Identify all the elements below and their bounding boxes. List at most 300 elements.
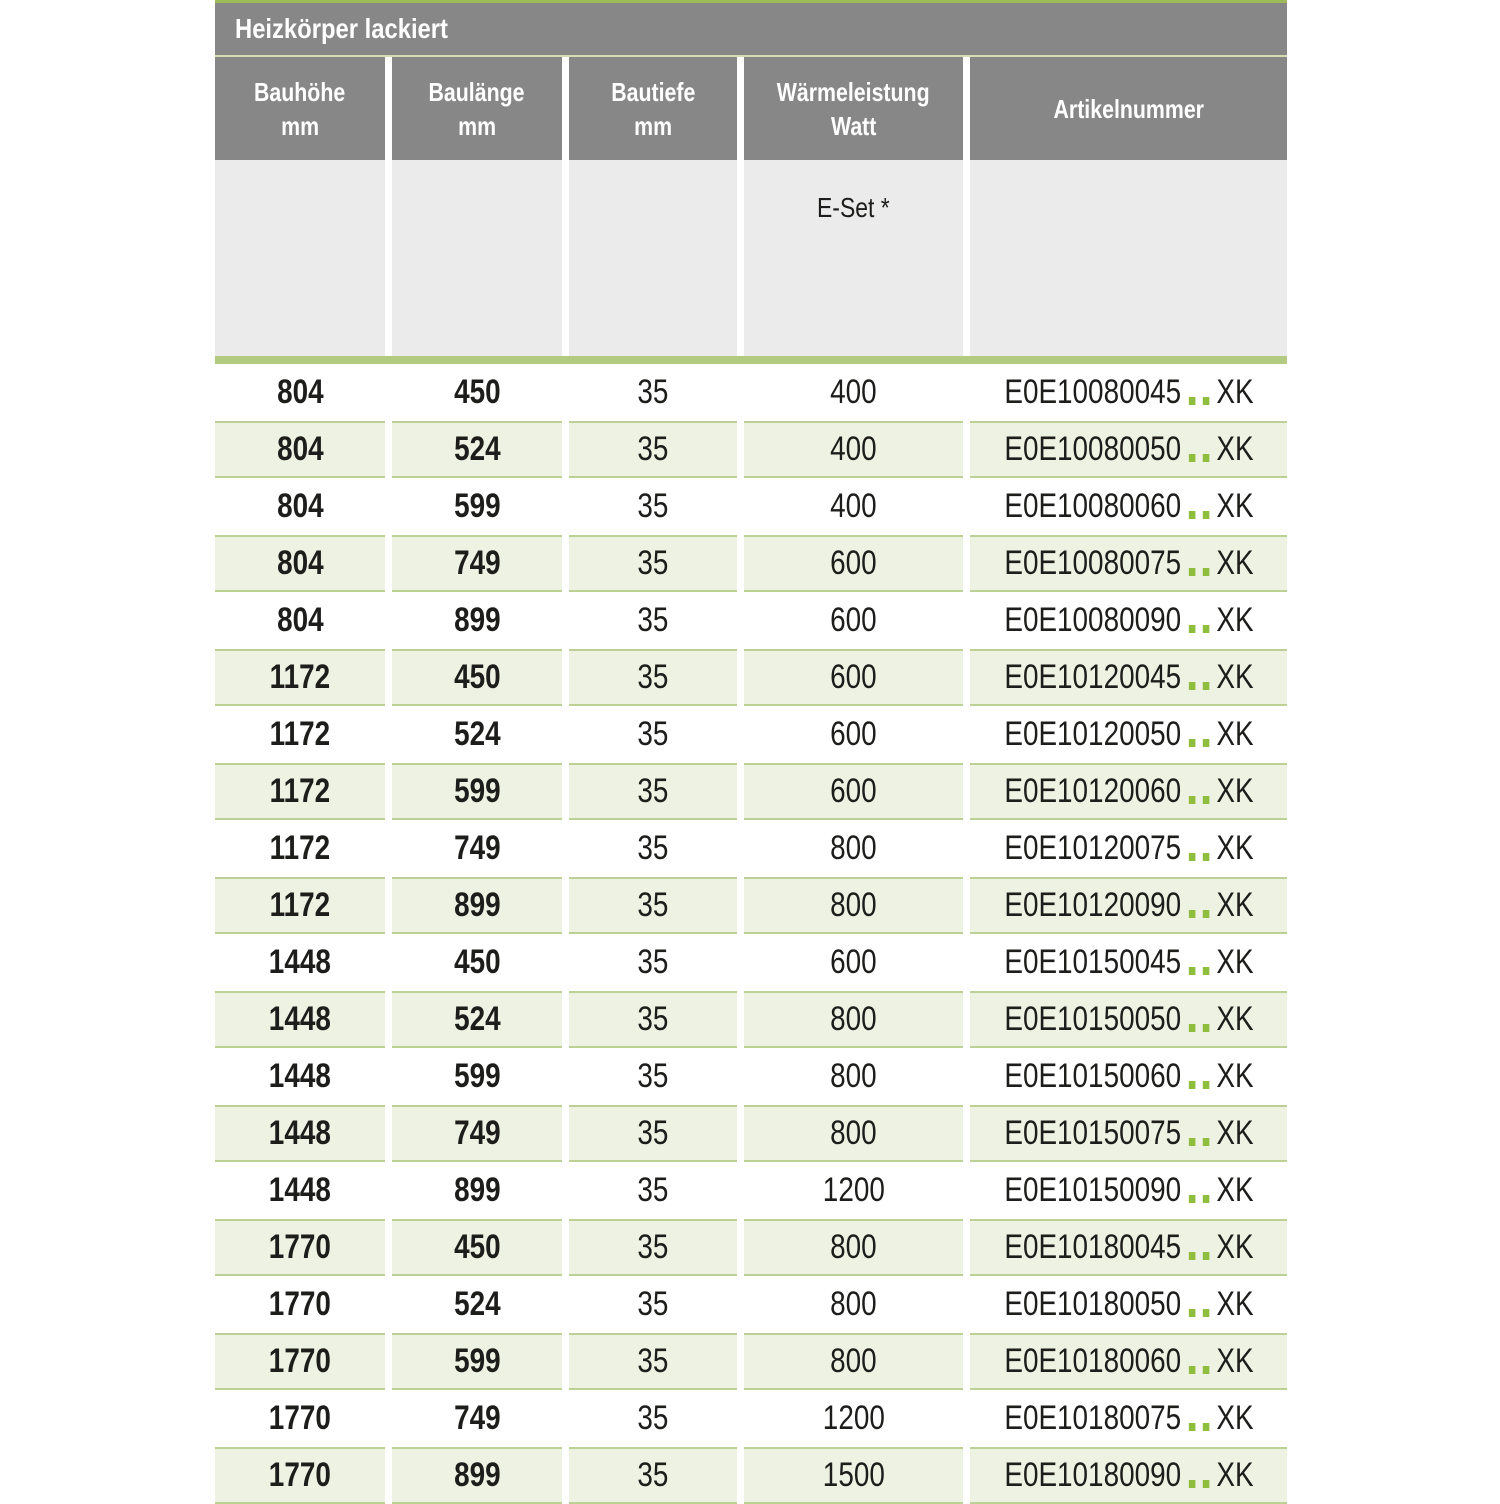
baulaenge-cell bbox=[392, 364, 562, 421]
baulaenge-value: 524 bbox=[453, 430, 501, 468]
bautiefe-cell bbox=[569, 991, 737, 1048]
bauhoehe-value: 1448 bbox=[268, 1057, 332, 1095]
baulaenge-cell bbox=[392, 1390, 562, 1447]
bauhoehe-cell bbox=[215, 820, 385, 877]
color-code-dot-icon bbox=[1202, 796, 1209, 804]
header-bauhoehe bbox=[215, 57, 385, 160]
subheader-baulaenge-cell bbox=[392, 160, 562, 356]
table-row bbox=[215, 706, 1287, 763]
baulaenge-value: 524 bbox=[453, 715, 501, 753]
table-row bbox=[215, 1390, 1287, 1447]
waermeleistung-value: 400 bbox=[830, 430, 877, 468]
bauhoehe-cell bbox=[215, 1048, 385, 1105]
baulaenge-value: 899 bbox=[453, 1456, 501, 1494]
bauhoehe-cell bbox=[215, 1390, 385, 1447]
waermeleistung-value: 600 bbox=[830, 658, 877, 696]
bautiefe-cell bbox=[569, 1447, 737, 1504]
artikelnummer-value bbox=[1004, 943, 1253, 982]
table-row bbox=[215, 592, 1287, 649]
bauhoehe-cell bbox=[215, 478, 385, 535]
artikelnummer-value bbox=[1004, 829, 1253, 868]
table-row bbox=[215, 1162, 1287, 1219]
subheader-artikelnummer-cell bbox=[970, 160, 1287, 356]
color-code-dot-icon bbox=[1188, 454, 1195, 462]
bautiefe-value: 35 bbox=[637, 601, 669, 639]
bautiefe-cell bbox=[569, 1162, 737, 1219]
subheader-eset-cell bbox=[744, 160, 963, 356]
color-code-dot-icon bbox=[1188, 910, 1195, 918]
artikelnummer-prefix: E0E10180060 bbox=[1003, 1342, 1181, 1380]
color-code-dot-icon bbox=[1188, 1024, 1195, 1032]
artikelnummer-suffix: XK bbox=[1215, 772, 1254, 810]
waermeleistung-cell bbox=[744, 1276, 963, 1333]
artikelnummer-suffix: XK bbox=[1215, 1456, 1254, 1494]
bautiefe-cell bbox=[569, 535, 737, 592]
bautiefe-value: 35 bbox=[637, 658, 669, 696]
subheader-bauhoehe-cell bbox=[215, 160, 385, 356]
bauhoehe-value: 1172 bbox=[269, 715, 331, 753]
artikelnummer-cell bbox=[970, 1162, 1287, 1219]
baulaenge-value: 599 bbox=[453, 487, 501, 525]
artikelnummer-prefix: E0E10150045 bbox=[1003, 943, 1181, 981]
baulaenge-value: 450 bbox=[453, 373, 501, 411]
color-code-dot-icon bbox=[1188, 796, 1195, 804]
artikelnummer-suffix: XK bbox=[1215, 1057, 1254, 1095]
waermeleistung-cell bbox=[744, 1048, 963, 1105]
waermeleistung-value: 800 bbox=[830, 1114, 877, 1152]
bauhoehe-value: 804 bbox=[276, 430, 324, 468]
baulaenge-cell bbox=[392, 1447, 562, 1504]
waermeleistung-value: 1200 bbox=[822, 1171, 885, 1209]
waermeleistung-value: 600 bbox=[830, 544, 877, 582]
baulaenge-value: 524 bbox=[453, 1000, 501, 1038]
table-row bbox=[215, 1276, 1287, 1333]
artikelnummer-cell bbox=[970, 364, 1287, 421]
bautiefe-value: 35 bbox=[637, 1456, 669, 1494]
waermeleistung-cell bbox=[744, 364, 963, 421]
artikelnummer-prefix: E0E10080050 bbox=[1003, 430, 1181, 468]
bautiefe-value: 35 bbox=[637, 886, 669, 924]
color-code-dot-icon bbox=[1202, 853, 1209, 861]
bautiefe-value: 35 bbox=[637, 1171, 669, 1209]
table-row bbox=[215, 478, 1287, 535]
table-row bbox=[215, 1105, 1287, 1162]
baulaenge-cell bbox=[392, 1333, 562, 1390]
waermeleistung-cell bbox=[744, 1162, 963, 1219]
waermeleistung-value: 800 bbox=[830, 1342, 877, 1380]
color-code-dot-icon bbox=[1188, 1195, 1195, 1203]
artikelnummer-prefix: E0E10180050 bbox=[1003, 1285, 1181, 1323]
color-code-dot-icon bbox=[1188, 967, 1195, 975]
artikelnummer-value bbox=[1004, 1228, 1253, 1267]
artikelnummer-suffix: XK bbox=[1215, 1000, 1254, 1038]
bautiefe-cell bbox=[569, 1105, 737, 1162]
bauhoehe-value: 804 bbox=[276, 544, 324, 582]
waermeleistung-cell bbox=[744, 1333, 963, 1390]
bautiefe-value: 35 bbox=[637, 1057, 669, 1095]
artikelnummer-prefix: E0E10080060 bbox=[1003, 487, 1181, 525]
color-code-dot-icon bbox=[1188, 682, 1195, 690]
bautiefe-value: 35 bbox=[637, 430, 669, 468]
baulaenge-cell bbox=[392, 1162, 562, 1219]
artikelnummer-cell bbox=[970, 820, 1287, 877]
baulaenge-cell bbox=[392, 820, 562, 877]
baulaenge-value: 450 bbox=[453, 1228, 501, 1266]
artikelnummer-cell bbox=[970, 1276, 1287, 1333]
color-code-dot-icon bbox=[1202, 910, 1209, 918]
color-code-dot-icon bbox=[1188, 1252, 1195, 1260]
header-waermeleistung-line1: Wärmeleistung bbox=[777, 76, 930, 107]
baulaenge-value: 749 bbox=[453, 1114, 501, 1152]
baulaenge-value: 450 bbox=[453, 658, 501, 696]
artikelnummer-cell bbox=[970, 934, 1287, 991]
bauhoehe-value: 1448 bbox=[268, 1171, 332, 1209]
baulaenge-cell bbox=[392, 1105, 562, 1162]
artikelnummer-prefix: E0E10150075 bbox=[1003, 1114, 1181, 1152]
artikelnummer-suffix: XK bbox=[1215, 1342, 1254, 1380]
bautiefe-value: 35 bbox=[637, 1342, 669, 1380]
bautiefe-value: 35 bbox=[637, 715, 669, 753]
bauhoehe-cell bbox=[215, 763, 385, 820]
artikelnummer-prefix: E0E10120060 bbox=[1003, 772, 1181, 810]
baulaenge-cell bbox=[392, 1276, 562, 1333]
baulaenge-value: 899 bbox=[453, 1171, 501, 1209]
header-artikelnummer-line1: Artikelnummer bbox=[1053, 93, 1204, 124]
bautiefe-cell bbox=[569, 478, 737, 535]
bautiefe-cell bbox=[569, 820, 737, 877]
artikelnummer-suffix: XK bbox=[1215, 715, 1254, 753]
waermeleistung-value: 800 bbox=[830, 829, 877, 867]
artikelnummer-cell bbox=[970, 1333, 1287, 1390]
color-code-dot-icon bbox=[1188, 568, 1195, 576]
bauhoehe-cell bbox=[215, 877, 385, 934]
artikelnummer-cell bbox=[970, 991, 1287, 1048]
color-code-dot-icon bbox=[1188, 1480, 1195, 1488]
artikelnummer-prefix: E0E10120045 bbox=[1003, 658, 1181, 696]
baulaenge-value: 450 bbox=[453, 943, 501, 981]
artikelnummer-cell bbox=[970, 592, 1287, 649]
color-code-dot-icon bbox=[1202, 1138, 1209, 1146]
artikelnummer-prefix: E0E10180090 bbox=[1003, 1456, 1181, 1494]
color-code-dot-icon bbox=[1188, 1423, 1195, 1431]
bautiefe-value: 35 bbox=[637, 1399, 669, 1437]
bauhoehe-value: 1172 bbox=[269, 829, 331, 867]
subheader-row bbox=[215, 160, 1287, 356]
artikelnummer-value bbox=[1004, 715, 1253, 754]
bautiefe-cell bbox=[569, 1333, 737, 1390]
artikelnummer-prefix: E0E10080045 bbox=[1003, 373, 1181, 411]
header-baulaenge bbox=[392, 57, 562, 160]
bautiefe-cell bbox=[569, 706, 737, 763]
color-code-dot-icon bbox=[1188, 1366, 1195, 1374]
color-code-dot-icon bbox=[1188, 397, 1195, 405]
artikelnummer-value bbox=[1004, 1114, 1253, 1153]
bauhoehe-cell bbox=[215, 1219, 385, 1276]
bautiefe-value: 35 bbox=[637, 487, 669, 525]
artikelnummer-cell bbox=[970, 535, 1287, 592]
artikelnummer-prefix: E0E10150050 bbox=[1003, 1000, 1181, 1038]
baulaenge-cell bbox=[392, 934, 562, 991]
header-bautiefe-line1: Bautiefe bbox=[610, 76, 696, 107]
header-waermeleistung bbox=[744, 57, 963, 160]
waermeleistung-cell bbox=[744, 877, 963, 934]
baulaenge-cell bbox=[392, 763, 562, 820]
bauhoehe-value: 804 bbox=[276, 601, 324, 639]
waermeleistung-value: 600 bbox=[830, 943, 877, 981]
table-row bbox=[215, 1333, 1287, 1390]
artikelnummer-cell bbox=[970, 1447, 1287, 1504]
waermeleistung-value: 1200 bbox=[822, 1399, 885, 1437]
baulaenge-cell bbox=[392, 649, 562, 706]
bautiefe-cell bbox=[569, 649, 737, 706]
artikelnummer-suffix: XK bbox=[1215, 430, 1254, 468]
waermeleistung-cell bbox=[744, 991, 963, 1048]
waermeleistung-value: 400 bbox=[830, 487, 877, 525]
bauhoehe-value: 804 bbox=[276, 373, 324, 411]
color-code-dot-icon bbox=[1202, 1309, 1209, 1317]
artikelnummer-suffix: XK bbox=[1215, 1285, 1254, 1323]
table-row bbox=[215, 421, 1287, 478]
color-code-dot-icon bbox=[1202, 682, 1209, 690]
color-code-dot-icon bbox=[1202, 1252, 1209, 1260]
bauhoehe-cell bbox=[215, 1162, 385, 1219]
waermeleistung-cell bbox=[744, 1447, 963, 1504]
bauhoehe-cell bbox=[215, 535, 385, 592]
bauhoehe-cell bbox=[215, 934, 385, 991]
color-code-dot-icon bbox=[1202, 1195, 1209, 1203]
artikelnummer-value bbox=[1004, 601, 1253, 640]
waermeleistung-cell bbox=[744, 421, 963, 478]
table-row bbox=[215, 535, 1287, 592]
color-code-dot-icon bbox=[1202, 1423, 1209, 1431]
product-spec-table bbox=[215, 0, 1287, 1504]
artikelnummer-suffix: XK bbox=[1215, 1171, 1254, 1209]
bautiefe-cell bbox=[569, 1390, 737, 1447]
baulaenge-value: 749 bbox=[453, 544, 501, 582]
baulaenge-value: 599 bbox=[453, 1057, 501, 1095]
artikelnummer-cell bbox=[970, 1390, 1287, 1447]
artikelnummer-prefix: E0E10120050 bbox=[1003, 715, 1181, 753]
table-body bbox=[215, 364, 1287, 1504]
bauhoehe-cell bbox=[215, 649, 385, 706]
table-row bbox=[215, 1447, 1287, 1504]
bauhoehe-value: 804 bbox=[276, 487, 324, 525]
baulaenge-cell bbox=[392, 877, 562, 934]
waermeleistung-cell bbox=[744, 934, 963, 991]
artikelnummer-value bbox=[1004, 1342, 1253, 1381]
bauhoehe-value: 1770 bbox=[268, 1399, 332, 1437]
baulaenge-value: 599 bbox=[453, 772, 501, 810]
eset-label: E-Set * bbox=[817, 192, 890, 223]
baulaenge-cell bbox=[392, 991, 562, 1048]
artikelnummer-suffix: XK bbox=[1215, 544, 1254, 582]
header-bautiefe-line2: mm bbox=[634, 110, 672, 141]
color-code-dot-icon bbox=[1188, 853, 1195, 861]
baulaenge-value: 599 bbox=[453, 1342, 501, 1380]
header-waermeleistung-line2: Watt bbox=[830, 110, 877, 141]
color-code-dot-icon bbox=[1202, 511, 1209, 519]
artikelnummer-cell bbox=[970, 706, 1287, 763]
header-bauhoehe-line1: Bauhöhe bbox=[254, 76, 346, 107]
color-code-dot-icon bbox=[1202, 739, 1209, 747]
artikelnummer-prefix: E0E10180075 bbox=[1003, 1399, 1181, 1437]
color-code-dot-icon bbox=[1188, 1081, 1195, 1089]
bauhoehe-cell bbox=[215, 1105, 385, 1162]
color-code-dot-icon bbox=[1202, 625, 1209, 633]
artikelnummer-prefix: E0E10120075 bbox=[1003, 829, 1181, 867]
baulaenge-value: 524 bbox=[453, 1285, 501, 1323]
column-header-row bbox=[215, 57, 1287, 160]
waermeleistung-cell bbox=[744, 592, 963, 649]
waermeleistung-cell bbox=[744, 1390, 963, 1447]
waermeleistung-value: 800 bbox=[830, 1228, 877, 1266]
baulaenge-cell bbox=[392, 535, 562, 592]
bautiefe-value: 35 bbox=[637, 1285, 669, 1323]
artikelnummer-cell bbox=[970, 1219, 1287, 1276]
waermeleistung-cell bbox=[744, 820, 963, 877]
artikelnummer-value bbox=[1004, 886, 1253, 925]
artikelnummer-suffix: XK bbox=[1215, 373, 1254, 411]
artikelnummer-value bbox=[1004, 1000, 1253, 1039]
bauhoehe-cell bbox=[215, 364, 385, 421]
color-code-dot-icon bbox=[1202, 967, 1209, 975]
waermeleistung-cell bbox=[744, 763, 963, 820]
bautiefe-cell bbox=[569, 877, 737, 934]
bautiefe-value: 35 bbox=[637, 1000, 669, 1038]
bauhoehe-value: 1172 bbox=[269, 886, 331, 924]
bauhoehe-value: 1448 bbox=[268, 943, 332, 981]
baulaenge-cell bbox=[392, 592, 562, 649]
table-row bbox=[215, 1048, 1287, 1105]
bautiefe-cell bbox=[569, 592, 737, 649]
artikelnummer-cell bbox=[970, 478, 1287, 535]
bauhoehe-value: 1770 bbox=[268, 1228, 332, 1266]
bauhoehe-value: 1770 bbox=[268, 1342, 332, 1380]
baulaenge-cell bbox=[392, 421, 562, 478]
bautiefe-value: 35 bbox=[637, 943, 669, 981]
bautiefe-cell bbox=[569, 364, 737, 421]
baulaenge-cell bbox=[392, 1219, 562, 1276]
bauhoehe-cell bbox=[215, 1447, 385, 1504]
artikelnummer-cell bbox=[970, 421, 1287, 478]
waermeleistung-value: 600 bbox=[830, 772, 877, 810]
color-code-dot-icon bbox=[1188, 1138, 1195, 1146]
bautiefe-cell bbox=[569, 1048, 737, 1105]
table-row bbox=[215, 763, 1287, 820]
artikelnummer-value bbox=[1004, 1171, 1253, 1210]
waermeleistung-value: 1500 bbox=[822, 1456, 885, 1494]
table-row bbox=[215, 364, 1287, 421]
header-baulaenge-line2: mm bbox=[458, 110, 496, 141]
artikelnummer-prefix: E0E10150090 bbox=[1003, 1171, 1181, 1209]
bautiefe-cell bbox=[569, 934, 737, 991]
artikelnummer-cell bbox=[970, 877, 1287, 934]
artikelnummer-value bbox=[1004, 772, 1253, 811]
baulaenge-value: 749 bbox=[453, 1399, 501, 1437]
artikelnummer-prefix: E0E10150060 bbox=[1003, 1057, 1181, 1095]
baulaenge-value: 899 bbox=[453, 601, 501, 639]
header-body-divider bbox=[215, 356, 1287, 364]
waermeleistung-cell bbox=[744, 649, 963, 706]
bautiefe-value: 35 bbox=[637, 544, 669, 582]
artikelnummer-value bbox=[1004, 544, 1253, 583]
table-row bbox=[215, 877, 1287, 934]
waermeleistung-cell bbox=[744, 1219, 963, 1276]
bauhoehe-value: 1448 bbox=[268, 1000, 332, 1038]
baulaenge-value: 749 bbox=[453, 829, 501, 867]
color-code-dot-icon bbox=[1202, 1081, 1209, 1089]
waermeleistung-cell bbox=[744, 1105, 963, 1162]
color-code-dot-icon bbox=[1188, 1309, 1195, 1317]
bautiefe-value: 35 bbox=[637, 1228, 669, 1266]
color-code-dot-icon bbox=[1202, 1366, 1209, 1374]
header-bautiefe bbox=[569, 57, 737, 160]
artikelnummer-cell bbox=[970, 649, 1287, 706]
bauhoehe-value: 1448 bbox=[268, 1114, 332, 1152]
artikelnummer-prefix: E0E10180045 bbox=[1003, 1228, 1181, 1266]
artikelnummer-suffix: XK bbox=[1215, 487, 1254, 525]
artikelnummer-cell bbox=[970, 763, 1287, 820]
artikelnummer-suffix: XK bbox=[1215, 943, 1254, 981]
waermeleistung-value: 800 bbox=[830, 1000, 877, 1038]
bauhoehe-cell bbox=[215, 991, 385, 1048]
table-row bbox=[215, 820, 1287, 877]
color-code-dot-icon bbox=[1202, 568, 1209, 576]
bauhoehe-value: 1770 bbox=[268, 1456, 332, 1494]
header-baulaenge-line1: Baulänge bbox=[429, 76, 525, 107]
bautiefe-cell bbox=[569, 421, 737, 478]
artikelnummer-value bbox=[1004, 658, 1253, 697]
artikelnummer-suffix: XK bbox=[1215, 601, 1254, 639]
bautiefe-value: 35 bbox=[637, 1114, 669, 1152]
artikelnummer-value bbox=[1004, 373, 1253, 412]
table-row bbox=[215, 991, 1287, 1048]
artikelnummer-suffix: XK bbox=[1215, 658, 1254, 696]
waermeleistung-cell bbox=[744, 535, 963, 592]
color-code-dot-icon bbox=[1202, 1024, 1209, 1032]
waermeleistung-value: 800 bbox=[830, 1057, 877, 1095]
artikelnummer-value bbox=[1004, 487, 1253, 526]
bautiefe-cell bbox=[569, 1219, 737, 1276]
subheader-bautiefe-cell bbox=[569, 160, 737, 356]
color-code-dot-icon bbox=[1188, 511, 1195, 519]
header-bauhoehe-line2: mm bbox=[281, 110, 319, 141]
waermeleistung-value: 400 bbox=[830, 373, 877, 411]
artikelnummer-value bbox=[1004, 430, 1253, 469]
bautiefe-cell bbox=[569, 763, 737, 820]
bauhoehe-value: 1172 bbox=[269, 772, 331, 810]
artikelnummer-prefix: E0E10080075 bbox=[1003, 544, 1181, 582]
baulaenge-cell bbox=[392, 706, 562, 763]
bauhoehe-cell bbox=[215, 1333, 385, 1390]
artikelnummer-prefix: E0E10080090 bbox=[1003, 601, 1181, 639]
bauhoehe-cell bbox=[215, 421, 385, 478]
table-title-bar bbox=[215, 0, 1287, 55]
bauhoehe-cell bbox=[215, 1276, 385, 1333]
baulaenge-value: 899 bbox=[453, 886, 501, 924]
artikelnummer-value bbox=[1004, 1285, 1253, 1324]
bauhoehe-cell bbox=[215, 592, 385, 649]
artikelnummer-value bbox=[1004, 1399, 1253, 1438]
bautiefe-value: 35 bbox=[637, 829, 669, 867]
color-code-dot-icon bbox=[1202, 1480, 1209, 1488]
bauhoehe-value: 1770 bbox=[268, 1285, 332, 1323]
artikelnummer-prefix: E0E10120090 bbox=[1003, 886, 1181, 924]
waermeleistung-value: 600 bbox=[830, 601, 877, 639]
artikelnummer-cell bbox=[970, 1048, 1287, 1105]
bautiefe-value: 35 bbox=[637, 373, 669, 411]
baulaenge-cell bbox=[392, 478, 562, 535]
